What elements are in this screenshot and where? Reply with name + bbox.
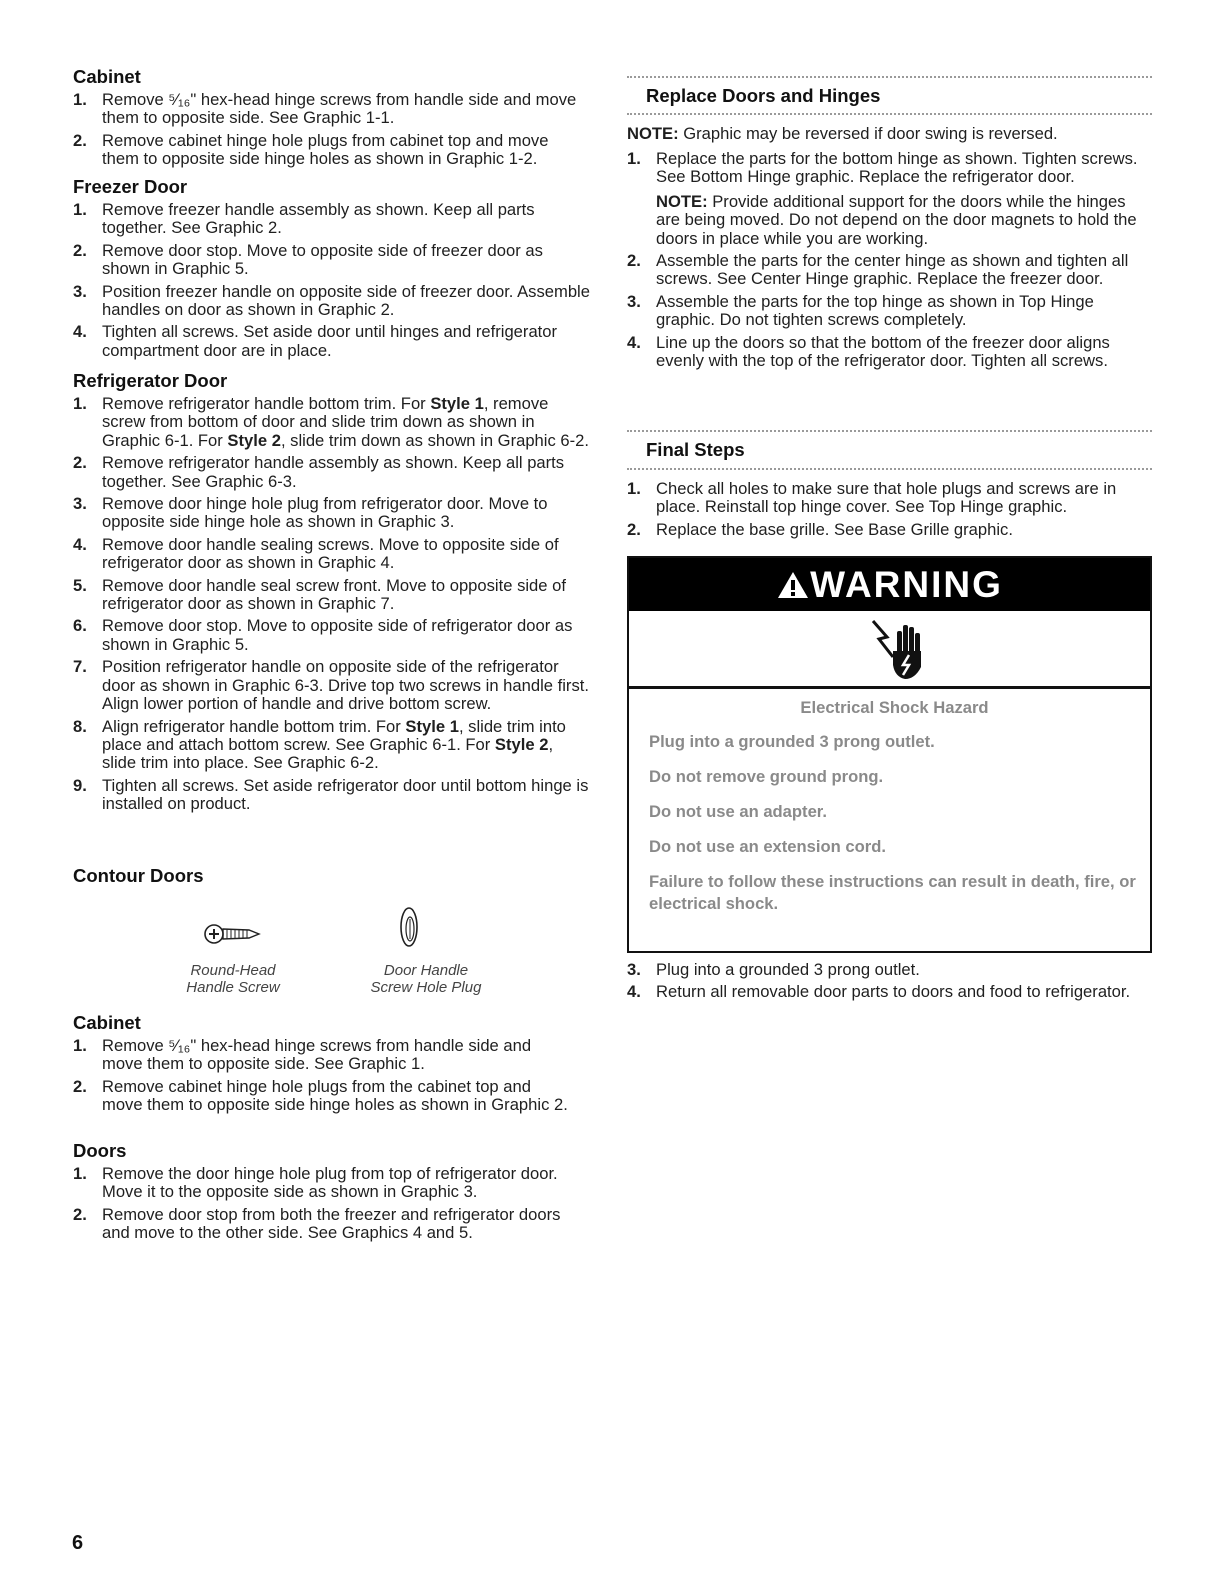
divider: [627, 468, 1152, 470]
warning-icon-area: [629, 611, 1150, 689]
heading-final-steps: Final Steps: [646, 439, 745, 460]
list-item: 8. Align refrigerator handle bottom trim. For Style 1, slide trim into place and attach bottom screw. See Graphic 6-1. For Style 2, slide trim into place. See Graphic 6-2.: [73, 716, 566, 773]
list-item: 2. Replace the base grille. See Base Grille graphic.: [627, 519, 1013, 539]
caption-hole-plug: Door Handle Screw Hole Plug: [370, 962, 482, 996]
warning-line: Do not remove ground prong.: [649, 767, 884, 786]
list-item: 1. Remove freezer handle assembly as shown. Keep all parts together. See Graphic 2.: [73, 200, 535, 238]
list-item: 1. Check all holes to make sure that hole plugs and screws are in place. Reinstall top hinge cover. See Top Hinge graphic.: [627, 479, 1117, 517]
heading-freezer-door: Freezer Door: [73, 176, 188, 197]
list-item: 1. Remove ⁵⁄₁₆" hex-head hinge screws from handle side and move them to opposite side. See Graphic 1.: [73, 1036, 532, 1074]
heading-replace-doors-and-hinges: Replace Doors and Hinges: [646, 85, 881, 106]
warning-box: [627, 556, 1152, 953]
warning-line: Do not use an adapter.: [649, 802, 827, 821]
list-item: 4. Return all removable door parts to doors and food to refrigerator.: [627, 982, 1131, 1002]
list-item: 2. Remove door stop. Move to opposite side of freezer door as shown in Graphic 5.: [73, 240, 543, 279]
list-item: 3. Assemble the parts for the top hinge as shown in Top Hinge graphic. Do not tighten screws completely.: [627, 291, 1094, 330]
list-item: 3. Remove door hinge hole plug from refrigerator door. Move to opposite side hinge hole as shown in Graphic 3.: [73, 494, 548, 532]
warning-triangle-icon: [776, 570, 810, 600]
heading-cabinet-contour: Cabinet: [73, 1012, 141, 1033]
list-item: 4. Line up the doors so that the bottom of the freezer door aligns evenly with the top of the refrigerator door. Tighten all screws.: [627, 332, 1110, 371]
list-item: 3. Position freezer handle on opposite side of freezer door. Assemble handles on door as shown in Graphic 2.: [73, 281, 590, 320]
freezer-door-steps: [73, 201, 591, 364]
list-item: 1. Remove ⁵⁄₁₆" hex-head hinge screws from handle side and move them to opposite side. See Graphic 1-1.: [73, 90, 577, 128]
list-item: 4. Remove door handle sealing screws. Move to opposite side of refrigerator door as shown in Graphic 4.: [73, 534, 559, 573]
page-number: 6: [72, 1532, 84, 1554]
list-item: 2. Remove cabinet hinge hole plugs from the cabinet top and move them to opposite side hinge holes as shown in Graphic 2.: [73, 1076, 568, 1115]
replace-doors-steps: [627, 150, 1152, 374]
refrigerator-door-steps: [73, 395, 591, 818]
cabinet-contour-steps: [73, 1037, 573, 1119]
divider: [627, 430, 1152, 432]
list-item: 4. Tighten all screws. Set aside door until hinges and refrigerator compartment door are in place.: [73, 322, 558, 360]
divider: [627, 76, 1152, 78]
warning-header: WARNING: [629, 558, 1150, 611]
list-item: 2. Remove door stop from both the freezer and refrigerator doors and move to the other side. See Graphics 4 and 5.: [73, 1204, 561, 1243]
heading-cabinet: Cabinet: [73, 66, 141, 87]
heading-refrigerator-door: Refrigerator Door: [73, 370, 228, 391]
warning-text: [649, 698, 1140, 928]
doors-steps: [73, 1165, 591, 1247]
final-steps-list: [627, 480, 1152, 543]
list-item: 2. Assemble the parts for the center hinge as shown and tighten all screws. See Center Hinge graphic. Replace the freezer door.: [627, 251, 1129, 289]
warning-line: Failure to follow these instructions can result in death, fire, or electrical shock.: [649, 872, 1136, 913]
list-item: 9. Tighten all screws. Set aside refrigerator door until bottom hinge is installed on product.: [73, 775, 589, 814]
divider: [627, 113, 1152, 115]
list-item: 5. Remove door handle seal screw front. Move to opposite side of refrigerator door as shown in Graphic 7.: [73, 575, 566, 614]
round-head-screw-icon: [203, 920, 263, 948]
list-item: 6. Remove door stop. Move to opposite side of refrigerator door as shown in Graphic 5.: [73, 616, 573, 654]
list-item: 1. Remove refrigerator handle bottom trim. For Style 1, remove screw from bottom of door and slide trim down as shown in Graphic 6-1. For Style 2, slide trim down as shown in Graphic 6-2.: [73, 394, 589, 450]
cabinet-steps: [73, 91, 588, 173]
warning-line: Plug into a grounded 3 prong outlet.: [649, 732, 935, 751]
list-item: 2. Remove refrigerator handle assembly as shown. Keep all parts together. See Graphic 6-3.: [73, 453, 565, 491]
final-steps-list-continued: [627, 961, 1152, 1006]
caption-round-head-screw: Round-Head Handle Screw: [186, 962, 280, 996]
note-graphic-reversed: NOTE: Graphic may be reversed if door swing is reversed.: [627, 124, 1058, 143]
hole-plug-icon: [397, 905, 421, 949]
hazard-title: Electrical Shock Hazard: [800, 698, 989, 717]
heading-contour-doors: Contour Doors: [73, 865, 204, 886]
list-item: 3. Plug into a grounded 3 prong outlet.: [627, 960, 920, 979]
warning-line: Do not use an extension cord.: [649, 837, 886, 856]
electric-shock-hand-icon: [869, 617, 931, 681]
list-item: 1. Remove the door hinge hole plug from top of refrigerator door. Move it to the opposite side as shown in Graphic 3.: [73, 1164, 558, 1202]
heading-doors: Doors: [73, 1140, 127, 1161]
list-item: 1. Replace the parts for the bottom hinge as shown. Tighten screws. See Bottom Hinge graphic. Replace the refrigerator door. NOTE: Provide additional support for the doors while the hinges are being moved. Do not depend on the door magnets to hold the doors in place while you are working.: [627, 150, 1152, 248]
list-item: 2. Remove cabinet hinge hole plugs from cabinet top and move them to opposite side hinge holes as shown in Graphic 1-2.: [73, 130, 549, 169]
list-item: 7. Position refrigerator handle on opposite side of the refrigerator door as shown in Graphic 6-3. Drive top two screws in handle first. Align lower portion of handle and drive bottom screw.: [73, 657, 589, 714]
note-support: NOTE: Provide additional support for the doors while the hinges are being moved. Do not depend on the door magnets to hold the doors in place while you are working.: [656, 191, 1137, 248]
